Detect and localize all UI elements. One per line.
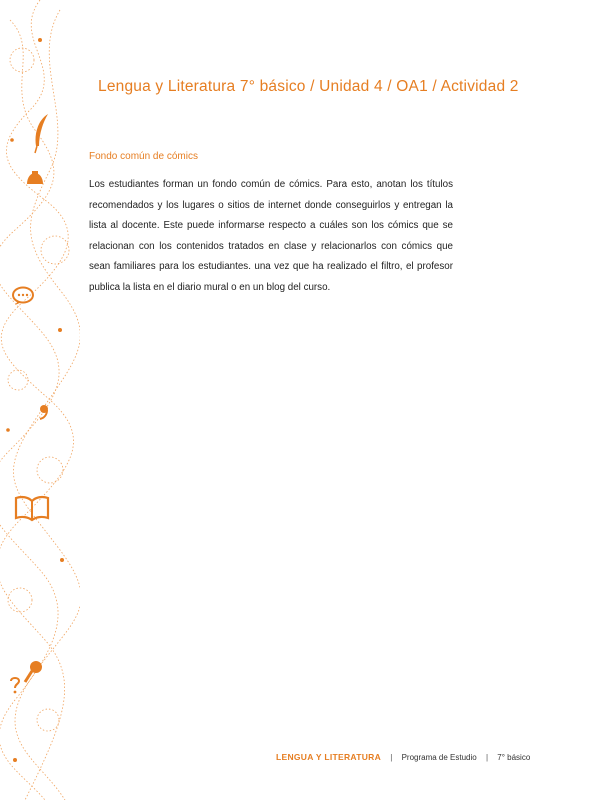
- footer-separator-2: |: [485, 753, 489, 762]
- footer-grade: 7° básico: [497, 753, 531, 762]
- page-footer: [276, 752, 530, 762]
- open-book-icon: [14, 494, 50, 522]
- body-paragraph: Los estudiantes forman un fondo común de cómics. Para esto, anotan los títulos recomendados y los lugares o sitios de internet donde conseguirlos y entregan la lista al docente. Este puede informarse respecto a cuáles son los cómics que se relacionan con los contenidos tratados en clase y relacionarlos con cómics que sean familiares para los estudiantes. una vez que ha realizado el filtro, el profesor publica la lista en el diario mural o en un blog del curso.: [89, 179, 453, 293]
- speech-bubble-icon: [11, 286, 35, 306]
- footer-subject: LENGUA Y LITERATURA: [276, 752, 382, 762]
- comma-icon: [38, 404, 50, 420]
- footer-program: Programa de Estudio: [401, 753, 477, 762]
- page-title: Lengua y Literatura 7° básico / Unidad 4 / OA1 / Actividad 2: [98, 78, 519, 95]
- microphone-icon: [22, 660, 44, 686]
- section-title: Fondo común de cómics: [89, 151, 198, 162]
- quill-icon: [30, 112, 52, 154]
- question-mark-icon: [8, 676, 22, 694]
- ink-pot-icon: [25, 170, 45, 186]
- footer-separator: |: [390, 753, 393, 762]
